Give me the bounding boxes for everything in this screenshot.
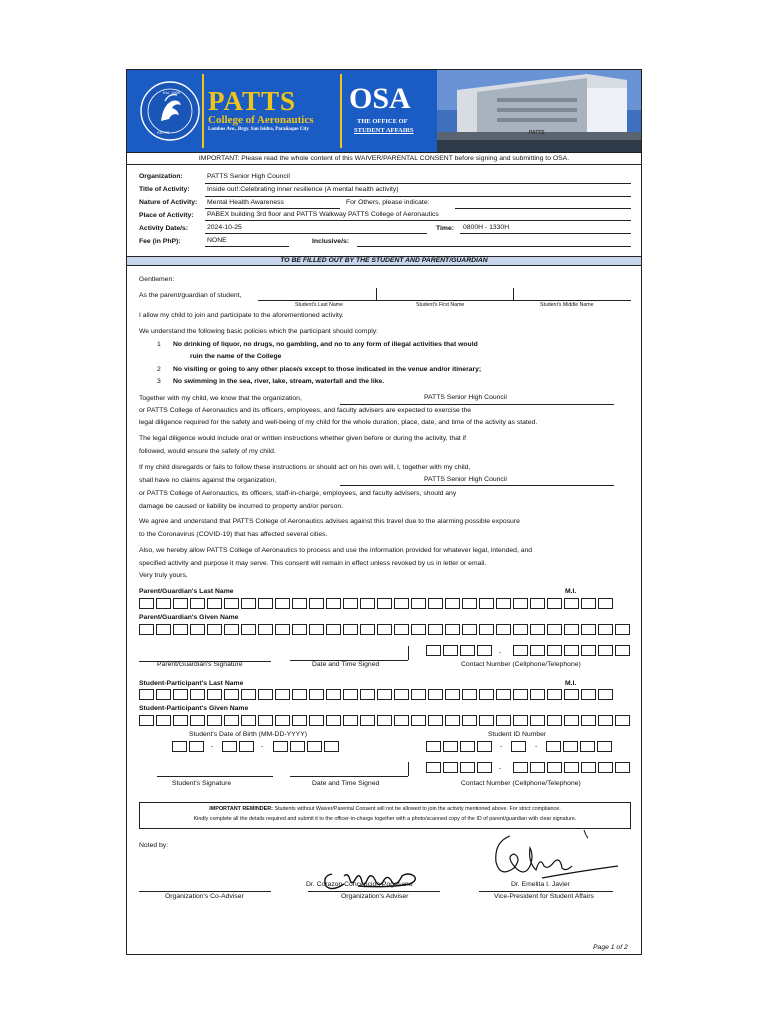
- adviser-role: Organization's Adviser: [341, 893, 409, 900]
- paragraph-line: specified activity and purpose it may serve. This consent will remain in effect unless revoked by us in letter or email.: [139, 560, 487, 567]
- building-sign: PATTS: [529, 130, 545, 136]
- parent-contact-box[interactable]: [426, 645, 441, 656]
- activity-place-label: Place of Activity:: [139, 212, 194, 219]
- fee-value: NONE: [207, 237, 227, 244]
- parent-last-name-box[interactable]: [462, 598, 477, 609]
- parent-last-name-box[interactable]: [445, 598, 460, 609]
- header-banner: [127, 70, 641, 152]
- parent-given-name-box[interactable]: [428, 624, 443, 635]
- paragraph-line: damage be caused or liability be incurred to property and/or person.: [139, 503, 344, 510]
- student-last-name-box[interactable]: [394, 689, 409, 700]
- parent-given-name-box[interactable]: [190, 624, 205, 635]
- student-given-name-box[interactable]: [479, 715, 494, 726]
- student-given-name-box[interactable]: [360, 715, 375, 726]
- signature-line: [290, 776, 408, 777]
- student-given-name-box[interactable]: [598, 715, 613, 726]
- page-number: Page 1 of 2: [593, 944, 628, 951]
- rule: [127, 164, 641, 165]
- parent-given-name-box[interactable]: [224, 624, 239, 635]
- policy-item: No drinking of liquor, no drugs, no gambling, and no to any form of illegal activities that would: [173, 341, 478, 348]
- paragraph-line: to the Coronavirus (COVID-19) that has affected several cities.: [139, 531, 328, 538]
- student-given-name-box[interactable]: [462, 715, 477, 726]
- salutation: Gentlemen:: [139, 276, 175, 283]
- field-line: [205, 220, 631, 221]
- contact-label: Contact Number (Cellphone/Telephone): [461, 780, 581, 787]
- student-contact-box[interactable]: [564, 762, 579, 773]
- student-given-name-box[interactable]: [496, 715, 511, 726]
- parent-mi-box[interactable]: [598, 598, 613, 609]
- student-last-name-box[interactable]: [496, 689, 511, 700]
- paragraph-line: shall have no claims against the organization,: [139, 477, 277, 484]
- student-contact-box[interactable]: [581, 762, 596, 773]
- parent-contact-box[interactable]: [460, 645, 475, 656]
- parent-given-name-box[interactable]: [292, 624, 307, 635]
- parent-given-name-box[interactable]: [496, 624, 511, 635]
- vp-name: Dr. Emelita I. Javier: [511, 881, 570, 888]
- student-given-name-box[interactable]: [428, 715, 443, 726]
- student-given-name-box[interactable]: [139, 715, 154, 726]
- parent-given-name-box[interactable]: [309, 624, 324, 635]
- parent-contact-box[interactable]: [564, 645, 579, 656]
- parent-given-name-box[interactable]: [156, 624, 171, 635]
- student-id-box[interactable]: [443, 741, 458, 752]
- student-last-name-box[interactable]: [360, 689, 375, 700]
- student-last-name-box[interactable]: [377, 689, 392, 700]
- parent-last-name-box[interactable]: [513, 598, 528, 609]
- parent-contact-box[interactable]: [598, 645, 613, 656]
- dash: -: [261, 743, 264, 750]
- parent-last-name-box[interactable]: [360, 598, 375, 609]
- parent-last-name-box[interactable]: [258, 598, 273, 609]
- parent-given-name-box[interactable]: [513, 624, 528, 635]
- student-contact-box[interactable]: [598, 762, 613, 773]
- dob-month-box[interactable]: [172, 741, 187, 752]
- gold-divider: [202, 74, 204, 148]
- student-signature-label: Student's Signature: [172, 780, 232, 787]
- student-given-name-box[interactable]: [309, 715, 324, 726]
- seal-text: PATTS: [157, 130, 170, 135]
- student-contact-box[interactable]: [513, 762, 528, 773]
- student-id-box[interactable]: [477, 741, 492, 752]
- dash: -: [500, 743, 503, 750]
- student-given-name-box[interactable]: [173, 715, 188, 726]
- contact-label: Contact Number (Cellphone/Telephone): [461, 661, 581, 668]
- inclusive-label: Inclusive/s:: [312, 238, 350, 245]
- organization-value: PATTS Senior High Council: [207, 173, 290, 180]
- parent-contact-box[interactable]: [581, 645, 596, 656]
- mi-label: M.I.: [565, 588, 577, 595]
- name-separator: [513, 288, 514, 300]
- dob-year-box[interactable]: [324, 741, 339, 752]
- student-last-name-box[interactable]: [479, 689, 494, 700]
- policy-item: ruin the name of the College: [190, 353, 282, 360]
- paragraph-line: The legal diligence would include oral or written instructions whether given before or during the activity, that if: [139, 435, 467, 442]
- parent-given-name-box[interactable]: [377, 624, 392, 635]
- field-line: [460, 233, 631, 234]
- campus-building-image: [437, 70, 641, 152]
- dash: -: [211, 743, 214, 750]
- fee-label: Fee (in PhP):: [139, 238, 181, 245]
- activity-title-label: Title of Activity:: [139, 186, 190, 193]
- student-last-name-box[interactable]: [241, 689, 256, 700]
- field-line: [340, 404, 614, 405]
- student-contact-box[interactable]: [547, 762, 562, 773]
- student-given-name-box[interactable]: [224, 715, 239, 726]
- date-tick: [408, 646, 409, 660]
- student-contact-box[interactable]: [443, 762, 458, 773]
- policy-item: No visiting or going to any other place/s except to those indicated in the venue and/or itinerary;: [173, 366, 482, 373]
- college-name: PATTS: [208, 86, 297, 116]
- policy-number: 2: [157, 366, 161, 373]
- student-id-box[interactable]: [511, 741, 526, 752]
- field-line: [205, 183, 631, 184]
- activity-date-value: 2024-10-25: [207, 224, 242, 231]
- student-last-name-box[interactable]: [513, 689, 528, 700]
- student-last-name-box[interactable]: [309, 689, 324, 700]
- parent-last-name-box[interactable]: [241, 598, 256, 609]
- activity-date-label: Activity Date/s:: [139, 225, 189, 232]
- paragraph-line: Also, we hereby allow PATTS College of Aeronautics to process and use the information provided for whatever legal, intended, and: [139, 547, 533, 554]
- parent-contact-box[interactable]: [443, 645, 458, 656]
- parent-last-name-label: Parent/Guardian's Last Name: [139, 588, 234, 595]
- parent-last-name-box[interactable]: [190, 598, 205, 609]
- field-line: [455, 208, 631, 209]
- parent-contact-box[interactable]: [547, 645, 562, 656]
- student-id-box[interactable]: [580, 741, 595, 752]
- student-last-name-box[interactable]: [190, 689, 205, 700]
- student-given-name-box[interactable]: [530, 715, 545, 726]
- parent-last-name-box[interactable]: [326, 598, 341, 609]
- student-id-box[interactable]: [460, 741, 475, 752]
- student-given-name-box[interactable]: [207, 715, 222, 726]
- reminder-line-1: [139, 806, 631, 813]
- student-given-name-box[interactable]: [445, 715, 460, 726]
- parent-contact-box[interactable]: [530, 645, 545, 656]
- parent-mi-box[interactable]: [564, 598, 579, 609]
- paragraph-line: Together with my child, we know that the organization,: [139, 395, 302, 402]
- dash: -: [535, 743, 538, 750]
- student-given-name-box[interactable]: [411, 715, 426, 726]
- student-last-name-box[interactable]: [207, 689, 222, 700]
- student-given-name-box[interactable]: [394, 715, 409, 726]
- student-last-name-box[interactable]: [173, 689, 188, 700]
- allow-text: I allow my child to join and participate to the aforementioned activity.: [139, 312, 344, 319]
- student-last-name-box[interactable]: [445, 689, 460, 700]
- student-last-name-box[interactable]: [326, 689, 341, 700]
- parent-given-name-box[interactable]: [445, 624, 460, 635]
- parent-given-name-box[interactable]: [173, 624, 188, 635]
- paragraph-line: followed, would ensure the safety of my child.: [139, 448, 276, 455]
- parent-given-name-box[interactable]: [547, 624, 562, 635]
- student-given-name-box[interactable]: [258, 715, 273, 726]
- field-line: [205, 196, 631, 197]
- policy-number: 3: [157, 378, 161, 385]
- mi-label: M.I.: [565, 680, 577, 687]
- parent-last-name-box[interactable]: [377, 598, 392, 609]
- college-seal-logo: [139, 75, 201, 147]
- student-last-name-box[interactable]: [156, 689, 171, 700]
- policy-number: 1: [157, 341, 161, 348]
- reminder-label: IMPORTANT REMINDER:: [209, 806, 273, 812]
- activity-place-value: PABEX building 3rd floor and PATTS Walkway PATTS College of Aeronautics: [207, 211, 439, 218]
- dob-day-box[interactable]: [222, 741, 237, 752]
- parent-last-name-box[interactable]: [156, 598, 171, 609]
- paragraph-line: or PATTS College of Aeronautics and its officers, employees, and faculty advisers are expected to exercise the: [139, 407, 472, 414]
- reminder-line-2: Kindly complete all the details required and submit it to the officer-in-charge together with a photo/scanned copy of the ID of parent/guardian with clear signature.: [193, 816, 577, 822]
- college-address: Lombos Ave., Brgy. San Isidro, Parañaque City: [208, 127, 309, 132]
- activity-title-value: Inside out!:Celebrating inner resilience (A mental health activity): [207, 186, 399, 193]
- parent-given-name-box[interactable]: [411, 624, 426, 635]
- parent-given-name-box[interactable]: [462, 624, 477, 635]
- organization-fill: PATTS Senior High Council: [424, 394, 507, 401]
- organization-label: Organization:: [139, 173, 183, 180]
- parent-mi-box[interactable]: [581, 598, 596, 609]
- paragraph-line: or PATTS College of Aeronautics, its officers, staff-in-charge, employees, and faculty advisers, should any: [139, 490, 457, 497]
- parent-given-name-box[interactable]: [343, 624, 358, 635]
- student-mi-box[interactable]: [598, 689, 613, 700]
- parent-last-name-box[interactable]: [394, 598, 409, 609]
- student-given-name-box[interactable]: [547, 715, 562, 726]
- student-given-name-label: Student-Participant's Given Name: [139, 705, 249, 712]
- field-line: [340, 485, 614, 486]
- parent-given-name-label: Parent/Guardian's Given Name: [139, 614, 239, 621]
- dash: -: [499, 765, 502, 772]
- paragraph-line: We agree and understand that PATTS College of Aeronautics advises against this travel due to the alarming possible exposure: [139, 518, 520, 525]
- important-notice: IMPORTANT: Please read the whole content of this WAIVER/PARENTAL CONSENT before signing and submitting to OSA.: [198, 155, 570, 162]
- others-label: For Others, please indicate:: [346, 199, 430, 206]
- dob-year-box[interactable]: [273, 741, 288, 752]
- student-last-name-box[interactable]: [462, 689, 477, 700]
- date-signed-label: Date and Time Signed: [312, 661, 380, 668]
- parent-given-name-box[interactable]: [530, 624, 545, 635]
- student-given-name-box[interactable]: [615, 715, 630, 726]
- student-given-name-box[interactable]: [377, 715, 392, 726]
- dob-year-box[interactable]: [307, 741, 322, 752]
- osa-line-1: THE OFFICE OF: [357, 118, 408, 125]
- student-id-box[interactable]: [546, 741, 561, 752]
- paragraph-line: If my child disregards or fails to follow these instructions or should act on his own will, I, together with my child,: [139, 464, 471, 471]
- activity-nature-value: Mental Health Awareness: [207, 199, 284, 206]
- student-given-name-box[interactable]: [190, 715, 205, 726]
- section-header: TO BE FILLED OUT BY THE STUDENT AND PARENT/GUARDIAN: [127, 256, 641, 266]
- parent-last-name-box[interactable]: [292, 598, 307, 609]
- parent-of-text: As the parent/guardian of student,: [139, 292, 242, 299]
- student-name-line: [258, 300, 631, 301]
- student-last-name-box[interactable]: [428, 689, 443, 700]
- signature-line: [308, 891, 440, 892]
- parent-given-name-box[interactable]: [598, 624, 613, 635]
- parent-given-name-box[interactable]: [615, 624, 630, 635]
- student-last-name-box[interactable]: [411, 689, 426, 700]
- student-given-name-box[interactable]: [564, 715, 579, 726]
- parent-contact-box[interactable]: [477, 645, 492, 656]
- student-contact-box[interactable]: [530, 762, 545, 773]
- parent-given-name-box[interactable]: [241, 624, 256, 635]
- parent-given-name-box[interactable]: [581, 624, 596, 635]
- parent-given-name-box[interactable]: [207, 624, 222, 635]
- student-given-name-box[interactable]: [513, 715, 528, 726]
- organization-fill: PATTS Senior High Council: [424, 476, 507, 483]
- student-contact-box[interactable]: [477, 762, 492, 773]
- dob-month-box[interactable]: [189, 741, 204, 752]
- parent-last-name-box[interactable]: [173, 598, 188, 609]
- student-last-name-box[interactable]: [547, 689, 562, 700]
- field-line: [205, 246, 289, 247]
- student-last-name-label: Student-Participant's Last Name: [139, 680, 244, 687]
- parent-last-name-box[interactable]: [207, 598, 222, 609]
- parent-given-name-box[interactable]: [275, 624, 290, 635]
- name-separator: [376, 288, 377, 300]
- student-contact-box[interactable]: [460, 762, 475, 773]
- student-id-box[interactable]: [597, 741, 612, 752]
- co-adviser-role: Organization's Co-Adviser: [165, 893, 244, 900]
- field-line: [357, 246, 631, 247]
- parent-contact-box[interactable]: [513, 645, 528, 656]
- parent-last-name-box[interactable]: [547, 598, 562, 609]
- student-given-name-box[interactable]: [343, 715, 358, 726]
- student-last-name-box[interactable]: [258, 689, 273, 700]
- parent-given-name-box[interactable]: [360, 624, 375, 635]
- adviser-name: Dr. Corazon Concepcion Pogosano: [306, 881, 413, 888]
- parent-last-name-box[interactable]: [275, 598, 290, 609]
- gold-divider: [340, 74, 342, 148]
- noted-by-label: Noted by:: [139, 842, 169, 849]
- student-last-name-box[interactable]: [224, 689, 239, 700]
- dob-day-box[interactable]: [239, 741, 254, 752]
- parent-last-name-box[interactable]: [411, 598, 426, 609]
- student-id-label: Student ID Number: [488, 731, 547, 738]
- parent-given-name-box[interactable]: [326, 624, 341, 635]
- osa-line-2: STUDENT AFFAIRS: [354, 127, 414, 134]
- student-last-name-box[interactable]: [275, 689, 290, 700]
- understand-text: We understand the following basic policies which the participant should comply:: [139, 328, 379, 335]
- student-id-box[interactable]: [426, 741, 441, 752]
- paragraph-line: legal diligence required for the safety and well-being of my child for the whole duration, place, date, and time of the activity as stated.: [139, 419, 538, 426]
- parent-contact-box[interactable]: [615, 645, 630, 656]
- dob-label: Student's Date of Birth (MM-DD-YYYY): [189, 731, 308, 738]
- student-last-name-box[interactable]: [343, 689, 358, 700]
- student-last-name-box[interactable]: [292, 689, 307, 700]
- dob-year-box[interactable]: [290, 741, 305, 752]
- student-contact-box[interactable]: [426, 762, 441, 773]
- vp-signature-image: [484, 826, 624, 894]
- student-given-name-box[interactable]: [275, 715, 290, 726]
- parent-given-name-box[interactable]: [139, 624, 154, 635]
- student-last-name-box[interactable]: [139, 689, 154, 700]
- parent-last-name-box[interactable]: [309, 598, 324, 609]
- time-label: Time:: [436, 225, 455, 232]
- caption-middle-name: Student's Middle Name: [540, 302, 594, 308]
- activity-nature-label: Nature of Activity:: [139, 199, 198, 206]
- student-id-box[interactable]: [563, 741, 578, 752]
- parent-given-name-box[interactable]: [564, 624, 579, 635]
- parent-given-name-box[interactable]: [258, 624, 273, 635]
- student-given-name-box[interactable]: [241, 715, 256, 726]
- parent-last-name-box[interactable]: [428, 598, 443, 609]
- caption-last-name: Student's Last Name: [295, 302, 343, 308]
- parent-last-name-box[interactable]: [530, 598, 545, 609]
- parent-signature-label: Parent/Guardian's Signature: [157, 661, 243, 668]
- parent-last-name-box[interactable]: [139, 598, 154, 609]
- parent-last-name-box[interactable]: [224, 598, 239, 609]
- field-line: [205, 208, 340, 209]
- policy-item: No swimming in the sea, river, lake, stream, waterfall and the like.: [173, 378, 385, 385]
- date-tick: [408, 762, 409, 776]
- student-given-name-box[interactable]: [326, 715, 341, 726]
- field-line: [205, 233, 427, 234]
- date-signed-label: Date and Time Signed: [312, 780, 380, 787]
- student-given-name-box[interactable]: [156, 715, 171, 726]
- student-mi-box[interactable]: [564, 689, 579, 700]
- student-given-name-box[interactable]: [581, 715, 596, 726]
- time-value: 0800H - 1330H: [463, 224, 510, 231]
- college-subname: College of Aeronautics: [208, 114, 314, 126]
- parent-last-name-box[interactable]: [479, 598, 494, 609]
- parent-given-name-box[interactable]: [394, 624, 409, 635]
- parent-given-name-box[interactable]: [479, 624, 494, 635]
- caption-first-name: Student's First Name: [416, 302, 465, 308]
- signature-line: [139, 891, 271, 892]
- parent-last-name-box[interactable]: [343, 598, 358, 609]
- student-last-name-box[interactable]: [530, 689, 545, 700]
- dash: -: [499, 649, 502, 656]
- student-mi-box[interactable]: [581, 689, 596, 700]
- osa-title: OSA: [349, 82, 411, 115]
- parent-last-name-box[interactable]: [496, 598, 511, 609]
- vp-role: Vice-President for Student Affairs: [494, 893, 594, 900]
- signature-line: [157, 776, 273, 777]
- student-given-name-box[interactable]: [292, 715, 307, 726]
- rule: [127, 152, 641, 153]
- signature-line: [479, 891, 613, 892]
- closing: Very truly yours,: [139, 572, 188, 579]
- seal-est-text: Est. 1969: [163, 90, 180, 95]
- reminder-text: Students without Waiver/Parental Consent will not be allowed to join the activity mentioned above. For strict compliance.: [274, 806, 561, 812]
- student-contact-box[interactable]: [615, 762, 630, 773]
